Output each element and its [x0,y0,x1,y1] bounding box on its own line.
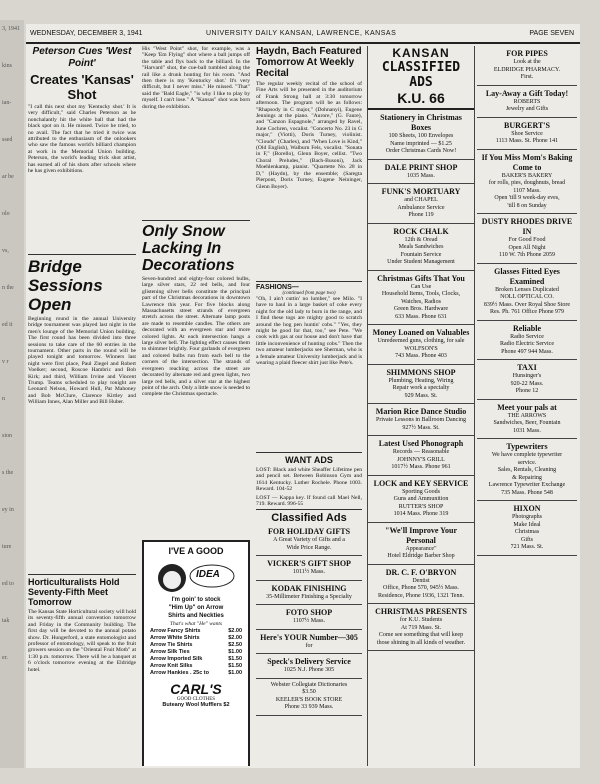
banner-phone: K.U. 66 [397,90,445,106]
price-item-price: $2.00 [228,635,242,641]
classified-ad [368,604,474,651]
ad-line: Jewelry and Gifts [505,106,549,112]
ad-line: Order Christmas Cards Now! [385,148,457,154]
ad-line: Open 'till 9 week-day eves, [494,195,560,201]
ad-line: service. [517,459,537,466]
price-row [144,628,248,635]
ad-line: Under Student Management [387,259,455,265]
ad-line: Records — Reasonable [392,449,450,455]
strip-fragment: ture [2,544,12,550]
classified-ad [368,404,474,436]
ad-line: and CHAPEL [404,197,438,203]
divider [256,509,362,510]
arrow-shirts-ad [142,540,250,766]
ad-line-4: That's what "He" wants [169,621,223,627]
ad-heading: Money Loaned on Valuables [372,328,470,337]
ad-line: Look at the [513,59,541,65]
ad-line: Private Lessons in Ballroom Dancing [376,417,466,423]
ad-line: 1025 N.J. Phone 305 [283,667,335,674]
ad-line: Christmas [514,529,540,535]
divider [142,220,250,221]
ad-line: 12th & Oread [404,236,438,243]
ad-line: Lawrence Typewriter Exchange [488,482,566,488]
ad-line: 1031 Mass. [513,427,541,434]
ad-line: Webster Collegiate Dictionaries [270,681,348,688]
strip-fragment: er. [2,655,8,661]
ad-line: Sales, Rentals, Cleaning [497,467,557,473]
adjacent-page-strip [0,20,24,768]
price-item-price: $1.50 [228,656,242,662]
ad-line: 1017½ Mass. Phone 961 [391,464,451,470]
ad-line: for [305,642,313,649]
masthead [26,24,580,44]
classified-ad [477,360,577,400]
price-row [144,656,248,663]
ad-line: 1011½ Mass. [293,569,325,576]
ad-heading: FUNK'S MORTUARY [381,187,461,196]
ad-line: Phone 119 [408,212,434,218]
ad-line: 735 Mass. Phone 548 [501,489,553,496]
ad-line: Household Items, Tools, Clocks, [381,291,461,297]
ad-heading: FOR PIPES [506,49,548,58]
classified-ad [368,436,474,476]
ad-line: At 719 Mass. St. [400,624,442,631]
ad-line-2: "Him Up" on Arrow [168,605,224,611]
article-body-bridge: Beginning round in the annual University bridge tournament was played last night in the men's lounge of the Memorial Union building. The first round has been divided into three sessions to take care of the 60 entries in the tournament. Other parts in the round will be played tonight and tomorrow. Winners last night were first place, Paul Ziegel and Robert Voelker; second, Roscoe Hambric and Bob Kirk; and third, William Irvine and Vincent Trump. Teams scheduled to play tonight are Leonard Nelson, Howard Hull, Pat Mahoney and Bob McClure, Clarence Kirtley and William Innes, Alan Miller and Bill Huber. [28,316,136,406]
ad-line: ROBERTS [513,98,541,105]
article-body-fashions: "Oh, I ain't cuttin' no lumber," see Milo. "I have to haul in a large basket of coke every night for the old lady to burn in the range, and I find these togs are mighty good to scratch around the hog pen huntin' cobs." "Yes, they might be good for that, too," see Pete. "We cook with gas at our house and don't have that little inconvenience of hunting cobs." Then the two amateur lumberjacks see Sherman, who is a female amateur University lumberjack and is wearing a plaid fleecer shirt just like Pete's. [256,296,362,367]
ad-line: for K.U. Students [399,617,443,623]
ad-line: WOLFSON'S [404,345,438,352]
price-item-name: Arrow Tie Shirts [150,642,193,648]
price-item-price: $1.00 [228,649,242,655]
ad-line: We have complete typewriter [491,452,563,458]
divider [256,281,362,282]
ad-store-name: CARL'S [170,681,222,697]
price-item-name: Arrow Imported Silk [150,656,203,662]
classified-ads-title: Classified Ads [271,512,347,525]
ad-line: Watches, Radios [401,298,441,305]
price-item-price: $2.00 [228,628,242,634]
strip-fragment: vs, [2,248,9,254]
ad-heading: CHRISTMAS PRESENTS [375,607,467,616]
classified-ads-list [477,46,577,556]
ad-line: 1113 Mass. St. Phone 141 [495,138,559,144]
ad-heading: Speck's Delivery Service [267,657,351,667]
ad-line: NOLL OPTICAL CO. [500,294,554,300]
classified-ad [477,46,577,86]
ad-line: Fountain Service [400,251,442,258]
ad-line: Radio Electric Service [500,341,554,347]
ad-heading: Lay-Away a Gift Today! [485,88,569,98]
price-row [144,635,248,642]
ad-line: Guns and Ammunition [393,496,449,502]
ad-line: 721 Mass. St. [510,544,544,550]
ad-line: Res. Ph. 761 Office Phone 979 [489,309,565,315]
ad-line: Hunsinger's [512,373,542,379]
classified-ad [477,264,577,321]
ad-line: THE ARROWS [507,412,547,419]
classified-ad [256,581,362,606]
ad-line: Can Use [410,283,432,290]
price-item-name: Arrow Knit Silks [150,663,193,669]
ad-idea: IDEA [196,569,220,580]
ad-line-1: I'm goin' to stock [171,597,221,603]
ad-heading: DALE PRINT SHOP [384,162,458,172]
strip-fragment: ed it [2,322,13,328]
classified-ad [368,325,474,365]
want-ads-title: WANT ADS [285,455,333,465]
price-row [144,663,248,670]
article-body-continued: His "West Point" shot, for example, was a "Keep 'Em Flying" shot where a ball jumps off the table and flys back to the billiard. In the "Harvard" shot, the cue-ball tumbled along the rail like a drunk hunting for his room. "And then there is my 'Kentucky shot.' It's very difficult, but I never miss." He missed. "That" said the "Bald Eagle," "is why I like to play by myself. I can't lose." A "Kansas" shot was born during the exhibition. [142,46,250,110]
ad-line: RUTTER'S SHOP [398,503,444,510]
strip-fragment: ssed [2,137,13,143]
ad-line: 633 Mass. Phone 631 [395,313,447,320]
classified-ad [477,214,577,264]
woman-illustration-icon [144,556,244,596]
strip-fragment: ey in [2,507,14,513]
strip-fragment: 3, 1941 [2,26,20,32]
headline-fashions: FASHIONS— [256,284,299,291]
classified-ad [256,630,362,655]
masthead-date: WEDNESDAY, DECEMBER 3, 1941 [30,30,143,37]
ad-line: 1035 Mass. [407,172,435,179]
ad-line: Shoe Service [511,130,543,137]
ad-heading: FOTO SHOP [285,608,333,618]
ad-line: Photographs [512,514,542,520]
ad-line: Phone 12 [515,388,539,394]
classified-ad [256,654,362,679]
price-item-price: $1.00 [228,670,242,676]
ad-line: Wide Price Range. [286,544,332,551]
strip-fragment: ed to [2,581,14,587]
ad-heading: LOCK and KEY SERVICE [373,478,469,488]
ad-line: For Good Food [508,237,546,243]
price-item-price: $1.50 [228,663,242,669]
classified-ad [256,524,362,556]
ad-line: Come see something that will keep [378,632,464,638]
ad-price-list [144,628,248,677]
banner-classified-ads: CLASSIFIED ADS [381,60,461,90]
ad-heading: DR. C. F. O'BRYON [385,567,457,577]
strip-fragment: sion [2,433,13,439]
classified-ad [368,184,474,224]
ad-line: A Great Variety of Gifts and a [273,537,345,544]
ad-line: Open All Night [508,244,546,251]
strip-fragment: ar be [2,174,14,180]
classified-ad [368,110,474,160]
strip-fragment: olo [2,211,10,217]
ad-line: Appearance" [405,545,437,552]
ad-line: BAKER'S BAKERY [501,172,553,179]
ad-line: Make Ideal [513,521,541,528]
ad-line: 1014 Mass. Phone 319 [393,511,449,517]
ad-line: 929 Mass. St. [404,392,438,399]
ad-line: Repair work a specialty [392,385,450,391]
divider [28,574,136,575]
ad-line: 920-22 Mass. [510,380,544,387]
ad-heading: Marion Rice Dance Studio [375,407,467,416]
classified-ads-list [256,524,362,716]
price-item-name: Arrow Silk Ties [150,649,190,655]
headline-recital: Haydn, Bach Featured Tomorrow At Weekly Recital [256,46,362,79]
masthead-page: PAGE SEVEN [529,30,574,37]
ad-line: Phone 33 939 Mass. [284,704,334,711]
strip-fragment: n [2,396,5,402]
article-body-recital: The regular weekly recital of the school of Fine Arts will be presented in the auditorium of Frank Strong hall at 3:30 tomorrow afternoon. The program will be as follows: "Rhapsody in C major," (Dohnanyi), Eugene Jennings at the piano. "Aurore," (G. Faure), and "Canzon Espagnole," arranged by Ravel, June Cochren, vocalist. "Concerto No. 23 in G major," (Viotti), Doris Turney, violinist. "Clouds" (Charles), and "When Love is Kind," (Old English), Walburn Fels, vocalist. "Sonata in F," (Borello), Glenn Boyer, cellist. "Two Choral Preludes," (Bach-Busoni), Jack Moehlenkamp, pianist. "Quartette No. 28 in D," (Haydn), by the ensemble; (Saregta Pierpont, Doris Turney, Eugene Neininger, Glenn Boyer). [256,81,362,190]
classified-ad [368,365,474,405]
ad-heading: Stationery in Christmas Boxes [380,113,462,132]
strip-fragment: v r [2,359,9,365]
ad-line: Phone 497 944 Mass. [501,348,553,355]
classified-ad [368,224,474,271]
ad-heading: FOR HOLIDAY GIFTS [267,527,351,537]
headline-bridge: Bridge Sessions Open [28,257,103,314]
ad-line: JOHNNY'S GRILL [397,456,445,463]
classified-ad [368,565,474,605]
ad-line: Plumbing, Heating, Wiring [388,377,454,384]
strip-fragment: kins [2,63,13,69]
headline-horticulture: Horticulturalists Hold Seventy-Fifth Meet Tomorrow [28,577,120,607]
ad-heading: VICKER'S GIFT SHOP [267,559,351,569]
ad-line: Gifts [521,536,533,543]
kicker-headline: Peterson Cues 'West Point' [32,46,132,69]
ad-heading: Latest Used Phonograph [378,439,464,448]
classified-ad [368,271,474,326]
column-4 [367,46,475,766]
strip-fragment: n the [2,285,14,291]
column-2 [142,46,250,766]
ad-line: 35-Millimeter Finishing a Specialty [266,593,352,600]
article-body-decorations: Seven-hundred and eighty-four colored bulbs, large silver stars, 22 red bells, and four glistening silver bells constitute the principal part of the Christmas decorations in downtown Lawrence this year. For five blocks along Massachusetts street strands of evergreen stretch across the street. Alternate lamp posts are made to resemble candles. The others are decorated with an evergreen star and more colored lights. At each intersection hangs a large silver bell. The lighting effect causes them to shimmer brightly. Four garlands of evergreen and colored bulbs run from each bell to the corners of the intersection. The strands of evergreen reaching across the street are decorated by alternate red and green lights, two large red bells, and a silver star at the highest point of the arch. Only a little snow is needed to complete the Christmas spectacle. [142,276,250,398]
ad-heading: Christmas Gifts That You [377,273,465,283]
divider [256,452,362,453]
ad-line: 1107 Mass. [513,187,541,194]
ad-line-3: Shirts and Neckties [168,613,224,619]
headline-decorations: Only Snow Lacking In Decorations [142,223,235,274]
classified-ad [477,86,577,118]
ad-illustration [144,556,248,596]
ad-line: ELDRIDGE PHARMACY. [493,66,561,73]
price-item-price: $2.50 [228,642,242,648]
price-item-name: Arrow Hankies . 25c to [150,670,209,676]
ad-heading: Glasses Fitted Eyes Examined [494,266,560,286]
ad-line: Hotel Eldridge Barber Shop [387,553,455,559]
article-body-horticulture: The Kansas State Horticultural society will hold its seventy-fifth annual convention tomorrow and Friday in the Community building. The first day will be devoted to the annual potato show. Dr. Hungerford, a state entomologist and professor of entomology, will speak to the fruit growers session on the "Oriental Fruit Moth" at 1:30 p.m. tomorrow. There will be a banquet at 6 o'clock tomorrow evening at the Eldridge hotel. [28,609,136,673]
ad-line: Radio Service [510,333,544,340]
classified-ad [368,476,474,523]
fashions-continued-note: (continued from page two) [282,291,336,296]
want-ad-2: LOST — Kappa key. If found call Mael Nell, 719. Reward. 996-55 [256,494,362,508]
ad-line: First. [520,74,534,80]
ad-line: 743 Mass. Phone 403 [395,353,447,359]
strip-fragment: tak [2,618,10,624]
price-row [144,670,248,677]
classified-ad [256,679,362,716]
ad-heading: ROCK CHALK [393,226,449,236]
classified-ad [477,439,577,501]
want-ad-1: LOST: Black and white Sheaffer Lifetime pen and pencil set. Between Robinson Gym and 1614 Kentucky. Luther Rochele. Phone 1003. Reward. 104-52 [256,467,362,493]
ad-line: those shining in all kinds of weather. [376,639,466,646]
classified-ad [477,321,577,361]
masthead-paper: UNIVERSITY DAILY KANSAN, LAWRENCE, KANSAS [206,30,397,37]
price-item-name: Arrow Fancy Shirts [150,628,201,634]
classified-ad [368,523,474,565]
column-5 [477,46,577,766]
classified-ad [256,605,362,630]
classified-ad [477,150,577,215]
price-row [144,649,248,656]
ad-line: Unredeemed guns, clothing, for sale [377,338,465,344]
ad-store-tag: GOOD CLOTHES [176,697,216,702]
ad-line: Office, Phone 570, 945½ Mass. [383,585,459,591]
ad-heading: BURGERT'S [504,120,550,130]
ad-store-address: Buteany Wool Mufflers $2 [162,702,230,708]
ad-heading: KODAK FINISHING [271,583,347,593]
ad-line: 839½ Mass. Over Royal Shoe Store [483,301,571,308]
ad-line: Dentist [412,577,430,584]
column-1 [28,46,136,766]
ad-line: Sandwiches, Beer, Fountain [493,420,561,426]
price-row [144,642,248,649]
ad-heading: DUSTY RHODES DRIVE IN [481,217,573,236]
ad-line: 1107½ Mass. [293,618,325,625]
classified-ad [368,160,474,185]
ad-line: & Repairing [512,474,542,481]
ad-heading: Here's YOUR Number—305 [260,632,358,642]
ad-heading: SHIMMONS SHOP [386,367,456,377]
ad-line: 100 Sheets, 100 Envelopes [388,133,454,139]
ad-line: $3.50 [302,689,316,696]
ad-line: Name imprinted — $1.25 [390,140,452,147]
ad-line: 110 W. 7th Phone 2059 [499,252,555,258]
ad-heading: Meet your pals at [497,402,557,412]
classified-ad [477,501,577,556]
ad-heading: If You Miss Mom's Baking Come to [481,152,573,172]
banner-kansan: KANSAN [392,46,450,60]
ad-heading: "We'll Improve Your Personal [385,525,457,545]
ad-heading: HIXON [513,504,541,513]
ad-line: 927½ Mass. St. [402,424,440,431]
classified-banner [368,46,474,110]
ad-heading: Reliable [513,323,541,333]
classified-ad [477,118,577,150]
strip-fragment: ian- [2,100,12,106]
headline: Creates 'Kansas' Shot [30,72,134,102]
ad-title: I'VE A GOOD [168,546,224,556]
classified-ad [256,556,362,581]
newspaper-page [26,24,580,768]
classified-ad [477,400,577,440]
price-item-name: Arrow White Shirts [150,635,200,641]
divider [28,254,136,255]
ad-line: Residence, Phone 1936, 1321 Tenn. [378,592,464,599]
ad-line: Ambulance Service [397,204,445,211]
ad-heading: Typewriters [506,442,548,451]
ad-line: for rolls, pies, doughnuts, bread [488,180,566,186]
article-body: "I call this next shot my 'Kentucky shot.' It is very difficult," said Charles Peterson as he nonchalantly hit the white ball that had the black spot on it. He missed. Twice he tried, to no avail. The fact that he tried it twice was attributed to the enthusiasm of the onlookers who saw the famous world's billiard champion at work in the Memorial Union building. Peterson, the world's leading trick shot artist, has earned all of his shots after schools where he has given exhibitions. [28,104,136,175]
classified-ads-list [368,110,474,651]
ad-line: 'till 8 on Sunday [507,202,547,209]
ad-line: Broken Lenses Duplicated [495,286,559,293]
ad-heading: TAXI [517,363,537,372]
ad-line: KEELER'S BOOK STORE [275,696,343,703]
ad-line: Sporting Goods [402,488,440,495]
ad-line: Meals Sandwiches [398,244,444,250]
column-3 [256,46,362,766]
ad-line: Green Bros. Hardware [393,306,449,312]
strip-fragment: s the [2,470,14,476]
